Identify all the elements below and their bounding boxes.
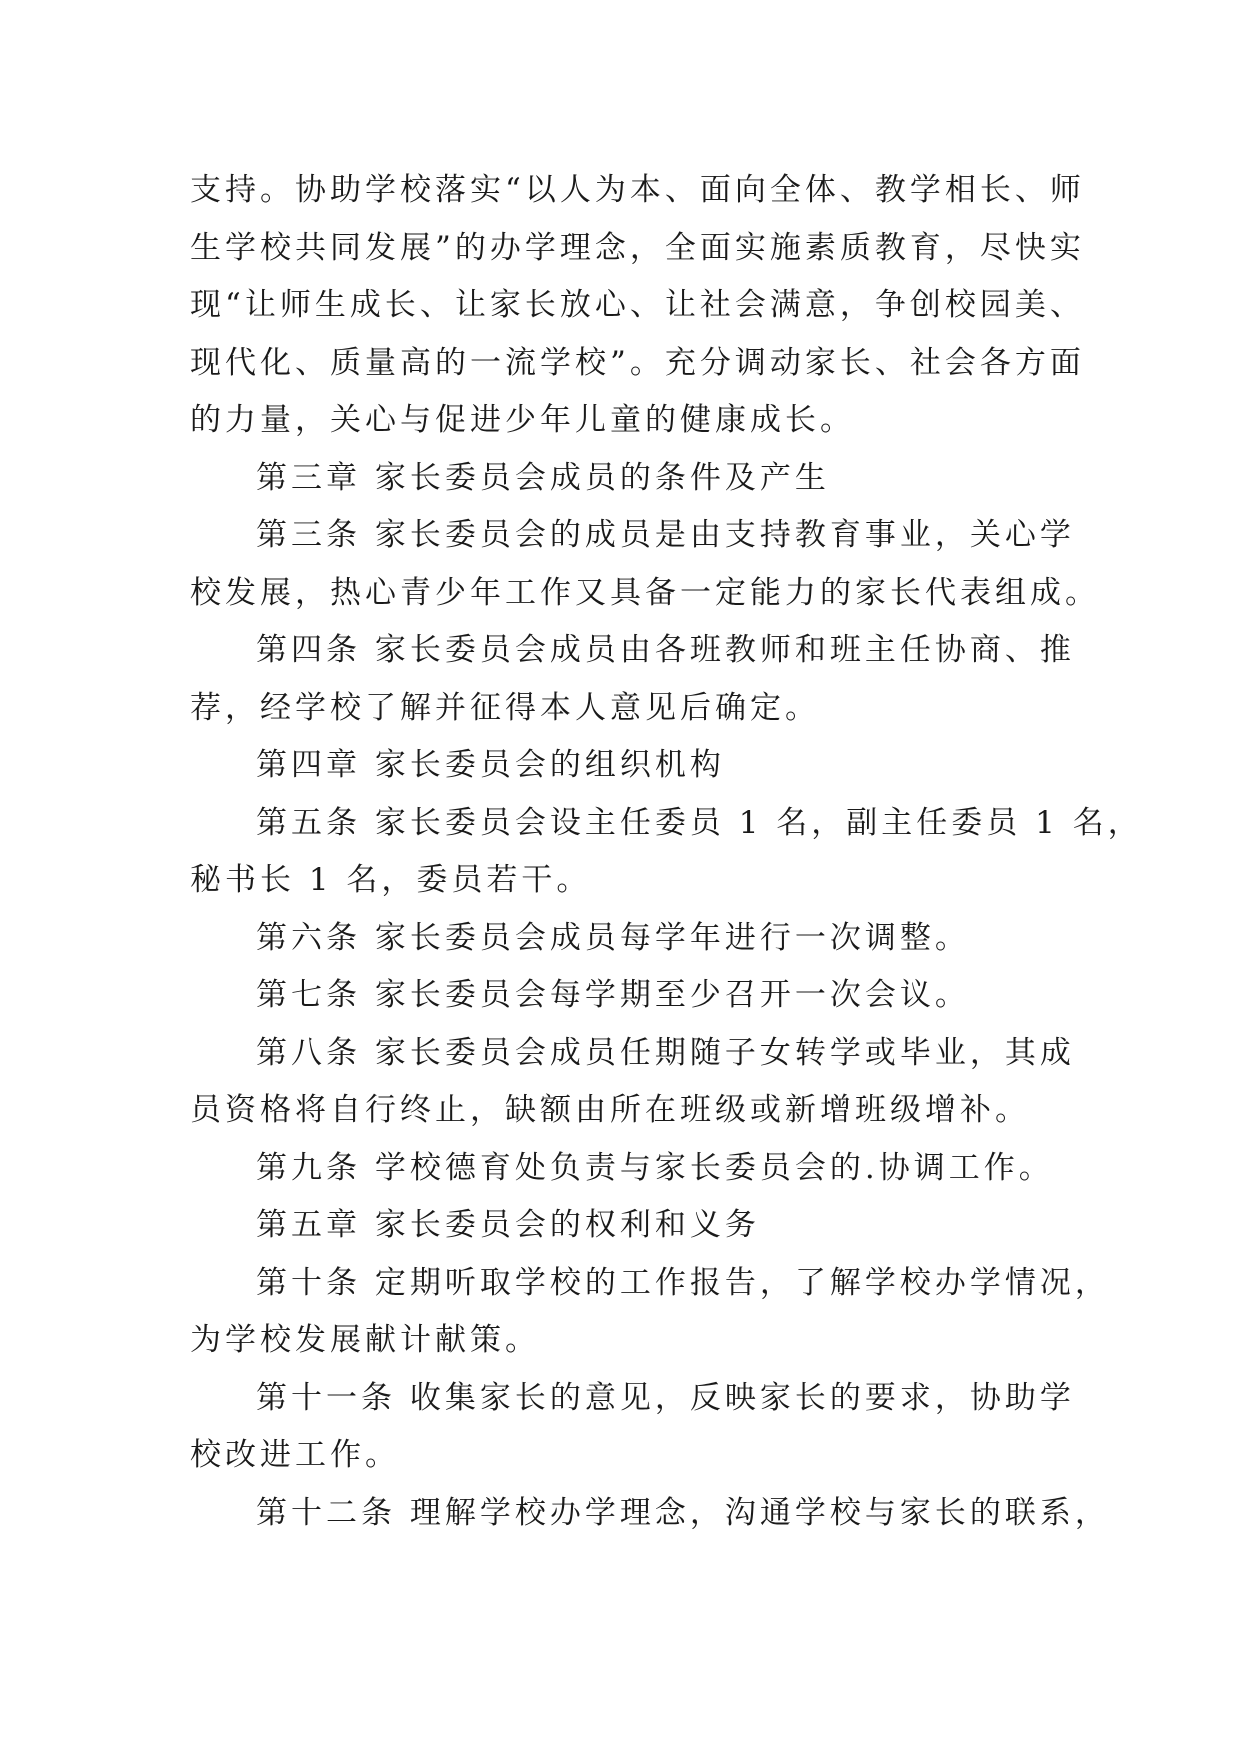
text-line: 为学校发展献计献策。 <box>190 1322 540 1358</box>
text-line: 荐，经学校了解并征得本人意见后确定。 <box>190 689 820 726</box>
text-line: 第九条 学校德育处负责与家长委员会的.协调工作。 <box>256 1149 1054 1186</box>
document-body <box>190 162 1143 1542</box>
text-line: 第七条 家长委员会每学期至少召开一次会议。 <box>256 977 970 1013</box>
text-line: 第十一条 收集家长的意见，反映家长的要求，协助学 <box>256 1379 1075 1416</box>
text-line: 第三条 家长委员会的成员是由支持教育事业，关心学 <box>256 517 1075 553</box>
text-line: 第五章 家长委员会的权利和义务 <box>256 1207 760 1243</box>
text-line: 第四章 家长委员会的组织机构 <box>256 747 725 783</box>
text-line: 第十二条 理解学校办学理念，沟通学校与家长的联系， <box>256 1494 1110 1531</box>
text-line: 第三章 家长委员会成员的条件及产生 <box>256 459 830 496</box>
text-line: 校发展，热心青少年工作又具备一定能力的家长代表组成。 <box>190 574 1100 611</box>
text-line: 现代化、质量高的一流学校”。充分调动家长、社会各方面 <box>190 344 1085 381</box>
text-line: 的力量，关心与促进少年儿童的健康成长。 <box>190 402 855 438</box>
text-line: 秘书长 1 名，委员若干。 <box>190 862 592 898</box>
text-line: 第六条 家长委员会成员每学年进行一次调整。 <box>256 919 970 956</box>
text-line: 支持。协助学校落实“以人为本、面向全体、教学相长、师 <box>190 172 1085 208</box>
text-line: 第十条 定期听取学校的工作报告，了解学校办学情况， <box>256 1264 1110 1301</box>
text-line: 第八条 家长委员会成员任期随子女转学或毕业，其成 <box>256 1034 1075 1071</box>
text-line: 员资格将自行终止，缺额由所在班级或新增班级增补。 <box>190 1092 1030 1128</box>
text-line: 校改进工作。 <box>190 1437 400 1473</box>
text-line: 生学校共同发展”的办学理念，全面实施素质教育，尽快实 <box>190 229 1085 266</box>
text-line: 现“让师生成长、让家长放心、让社会满意，争创校园美、 <box>190 287 1085 323</box>
text-line: 第五条 家长委员会设主任委员 1 名，副主任委员 1 名， <box>256 804 1143 841</box>
text-line: 第四条 家长委员会成员由各班教师和班主任协商、推 <box>256 632 1075 668</box>
